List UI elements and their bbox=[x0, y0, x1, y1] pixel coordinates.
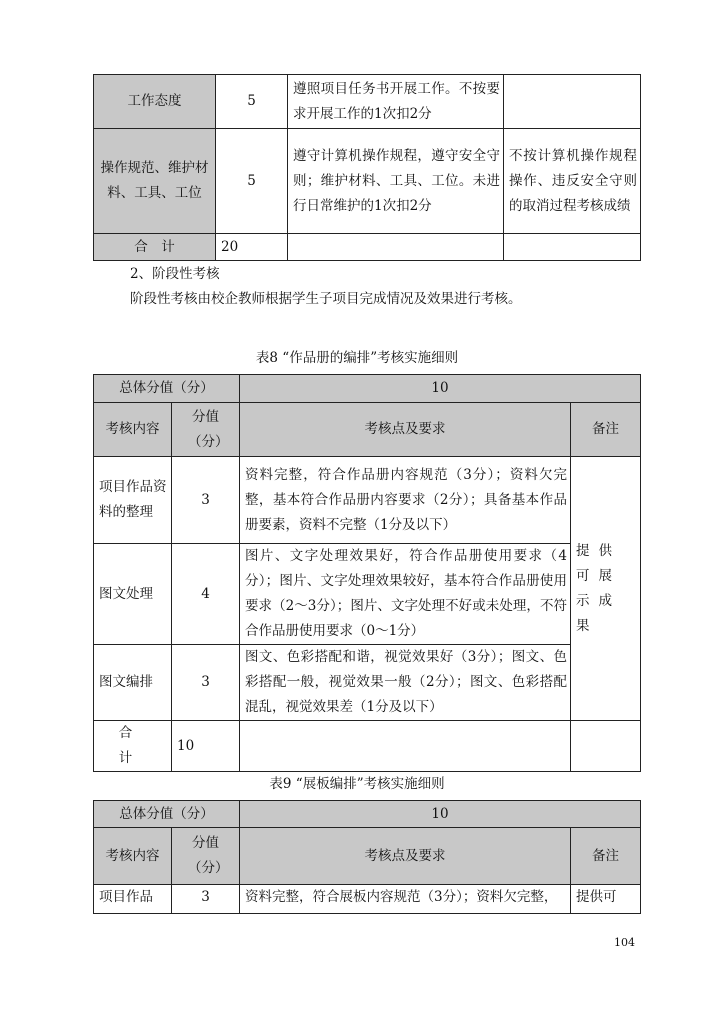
header-content: 考核内容 bbox=[94, 403, 172, 457]
total-value: 20 bbox=[216, 234, 288, 261]
assessment-item: 图文处理 bbox=[94, 544, 172, 645]
table9 bbox=[93, 800, 641, 914]
note-cell: 提供可展示成果 bbox=[571, 457, 641, 721]
score-cell: 3 bbox=[172, 645, 240, 721]
assessment-item: 项目作品 bbox=[94, 885, 172, 914]
score-cell: 5 bbox=[216, 75, 288, 129]
assessment-table-continued bbox=[93, 74, 641, 261]
total-score-row bbox=[94, 375, 641, 403]
score-cell: 5 bbox=[216, 129, 288, 234]
total-score-value: 10 bbox=[240, 801, 641, 828]
table-row bbox=[94, 75, 641, 129]
note-cell: 不按计算机操作规程操作、违反安全守则的取消过程考核成绩 bbox=[504, 129, 641, 234]
table-row bbox=[94, 645, 641, 721]
assessment-item: 图文编排 bbox=[94, 645, 172, 721]
header-score: 分值（分） bbox=[172, 403, 240, 457]
total-value: 10 bbox=[172, 721, 240, 772]
empty-cell bbox=[240, 721, 571, 772]
table-row bbox=[94, 544, 641, 645]
section-heading: 2、阶段性考核 bbox=[130, 266, 220, 282]
header-content: 考核内容 bbox=[94, 828, 172, 885]
criteria-cell: 图文、色彩搭配和谐，视觉效果好（3分）；图文、色彩搭配一般，视觉效果一般（2分）；图文、色彩搭配混乱，视觉效果差（1分及以下） bbox=[240, 645, 571, 721]
criteria-cell: 遵守计算机操作规程，遵守安全守则；维护材料、工具、工位。未进行日常维护的1次扣2分 bbox=[288, 129, 504, 234]
empty-cell bbox=[571, 721, 641, 772]
empty-cell bbox=[288, 234, 504, 261]
total-score-value: 10 bbox=[240, 375, 641, 403]
table-row bbox=[94, 885, 641, 914]
assessment-item: 项目作品资料的整理 bbox=[94, 457, 172, 544]
criteria-cell: 资料完整，符合展板内容规范（3分）；资料欠完整， bbox=[240, 885, 571, 914]
header-note: 备注 bbox=[571, 403, 641, 457]
score-cell: 3 bbox=[172, 457, 240, 544]
score-cell: 3 bbox=[172, 885, 240, 914]
table8 bbox=[93, 374, 641, 772]
header-note: 备注 bbox=[571, 828, 641, 885]
page-number: 104 bbox=[614, 936, 635, 949]
total-score-label: 总体分值（分） bbox=[94, 375, 240, 403]
header-criteria: 考核点及要求 bbox=[240, 828, 571, 885]
header-row bbox=[94, 828, 641, 885]
total-score-label: 总体分值（分） bbox=[94, 801, 240, 828]
table-row bbox=[94, 457, 641, 544]
header-row bbox=[94, 403, 641, 457]
table-row bbox=[94, 129, 641, 234]
criteria-cell: 遵照项目任务书开展工作。不按要求开展工作的1次扣2分 bbox=[288, 75, 504, 129]
header-score: 分值（分） bbox=[172, 828, 240, 885]
section-body: 阶段性考核由校企教师根据学生子项目完成情况及效果进行考核。 bbox=[130, 291, 522, 307]
criteria-cell: 图片、文字处理效果好，符合作品册使用要求（4分）；图片、文字处理效果较好，基本符合作品册使用要求（2～3分）；图片、文字处理不好或未处理，不符合作品册使用要求（0～1分） bbox=[240, 544, 571, 645]
total-row bbox=[94, 234, 641, 261]
assessment-item: 工作态度 bbox=[94, 75, 216, 129]
score-cell: 4 bbox=[172, 544, 240, 645]
note-cell bbox=[504, 75, 641, 129]
total-label: 合 计 bbox=[94, 234, 216, 261]
total-label: 合 计 bbox=[94, 721, 172, 772]
total-row bbox=[94, 721, 641, 772]
assessment-item: 操作规范、维护材料、工具、工位 bbox=[94, 129, 216, 234]
table8-caption: 表8 “作品册的编排”考核实施细则 bbox=[255, 350, 459, 366]
note-cell: 提供可 bbox=[571, 885, 641, 914]
empty-cell bbox=[504, 234, 641, 261]
total-score-row bbox=[94, 801, 641, 828]
table9-caption: 表9 “展板编排”考核实施细则 bbox=[269, 776, 445, 792]
criteria-cell: 资料完整，符合作品册内容规范（3分）；资料欠完整，基本符合作品册内容要求（2分）；具备基本作品册要素，资料不完整（1分及以下） bbox=[240, 457, 571, 544]
header-criteria: 考核点及要求 bbox=[240, 403, 571, 457]
